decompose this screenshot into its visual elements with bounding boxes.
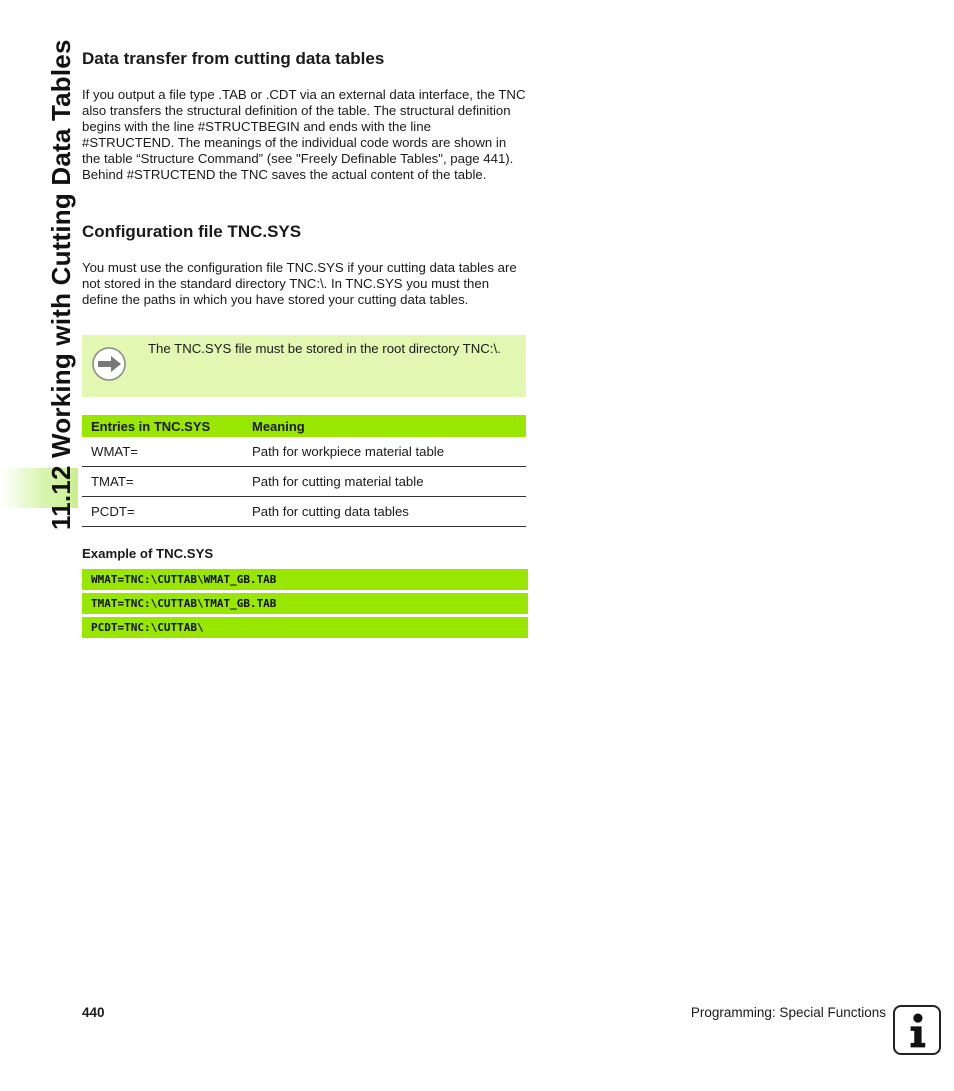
section-heading-config-file: Configuration file TNC.SYS — [82, 222, 302, 241]
data-transfer-paragraph: If you output a file type .TAB or .CDT via an external data interface, the TNC also transfers the structural definition of the table. The structural definition begins with the line #STRUCTBEGIN and ends with the line #STRUCTEND. The meanings of the individual code words are shown in the table “Structure Command” (see "Freely Definable Tables", page 441). Behind #STRUCTEND the TNC saves the actual content of the table. — [82, 87, 526, 182]
code-line: PCDT=TNC:\CUTTAB\ — [82, 617, 528, 638]
note-text: The TNC.SYS file must be stored in the root directory TNC:\. — [148, 341, 501, 356]
table-row — [82, 437, 526, 467]
table-cell-entry: WMAT= — [82, 437, 243, 467]
info-i-glyph-icon — [895, 1007, 939, 1053]
arrow-right-icon — [92, 347, 126, 381]
tnc-sys-entries-table — [82, 415, 526, 527]
table-cell-entry: PCDT= — [82, 497, 243, 527]
table-header-entries: Entries in TNC.SYS — [82, 415, 243, 437]
table-cell-meaning: Path for cutting material table — [243, 467, 526, 497]
note-box — [82, 335, 526, 397]
code-line: WMAT=TNC:\CUTTAB\WMAT_GB.TAB — [82, 569, 528, 590]
table-row — [82, 497, 526, 527]
section-heading-data-transfer: Data transfer from cutting data tables — [82, 49, 385, 68]
table-cell-entry: TMAT= — [82, 467, 243, 497]
table-cell-meaning: Path for workpiece material table — [243, 437, 526, 467]
page-number: 440 — [82, 1005, 105, 1020]
table-header-meaning: Meaning — [243, 415, 526, 437]
config-file-paragraph: You must use the configuration file TNC.SYS if your cutting data tables are not stored in the standard directory TNC:\. In TNC.SYS you must then define the paths in which you have stored your cutting data tables. — [82, 260, 517, 307]
table-cell-meaning: Path for cutting data tables — [243, 497, 526, 527]
info-icon[interactable] — [893, 1005, 941, 1055]
footer-chapter-title: Programming: Special Functions — [690, 1005, 886, 1020]
chapter-side-title: 11.12 Working with Cutting Data Tables — [46, 39, 76, 530]
example-title: Example of TNC.SYS — [82, 546, 214, 561]
table-row — [82, 467, 526, 497]
table-header-row — [82, 415, 526, 437]
code-line: TMAT=TNC:\CUTTAB\TMAT_GB.TAB — [82, 593, 528, 614]
